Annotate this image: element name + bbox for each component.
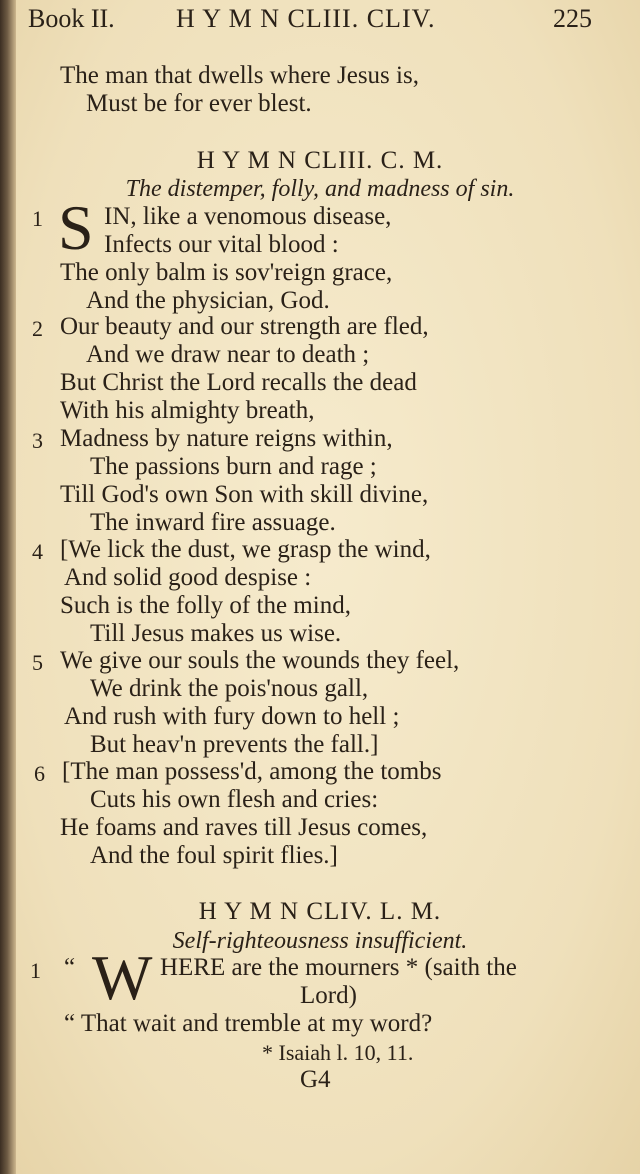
stanza-number: 5 <box>32 650 43 675</box>
verse-line: The passions burn and rage ; <box>90 453 377 480</box>
open-quote: “ <box>64 954 76 981</box>
verse-line: And the foul spirit flies.] <box>90 842 338 869</box>
stanza-number: 4 <box>32 539 43 564</box>
verse-line: He foams and raves till Jesus comes, <box>60 814 428 841</box>
stanza-number: 2 <box>32 316 43 341</box>
verse-line: We give our souls the wounds they feel, <box>60 647 460 674</box>
verse-line: The only balm is sov'reign grace, <box>60 259 393 286</box>
stanza-number: 6 <box>34 761 45 786</box>
verse-line: Our beauty and our strength are fled, <box>60 313 429 340</box>
verse-line: Cuts his own flesh and cries: <box>90 786 379 813</box>
verse-line: Till God's own Son with skill divine, <box>60 481 429 508</box>
verse-line: Infects our vital blood : <box>104 231 339 258</box>
stanza-number: 3 <box>32 428 43 453</box>
verse-line: IN, like a venomous disease, <box>104 203 392 230</box>
drop-cap: W <box>92 942 153 1013</box>
page-number: 225 <box>553 4 592 33</box>
verse-line: Lord) <box>300 982 357 1009</box>
hymn-153-title: H Y M N CLIII. C. M. <box>196 147 444 174</box>
verse-line: And solid good despise : <box>64 564 312 591</box>
signature-mark: G4 <box>300 1066 331 1093</box>
prev-stanza-line: The man that dwells where Jesus is, <box>60 62 419 89</box>
verse-line: [The man possess'd, among the tombs <box>62 758 442 785</box>
footnote: * Isaiah l. 10, 11. <box>262 1040 414 1065</box>
verse-line: “ That wait and tremble at my word? <box>64 1010 433 1037</box>
hymn-154-title: H Y M N CLIV. L. M. <box>198 898 442 925</box>
verse-line: [We lick the dust, we grasp the wind, <box>60 536 431 563</box>
drop-cap: S <box>58 192 94 263</box>
verse-line: And rush with fury down to hell ; <box>64 703 400 730</box>
verse-line: HERE are the mourners * (saith the <box>160 954 517 981</box>
stanza-number: 1 <box>30 958 41 983</box>
verse-line: But heav'n prevents the fall.] <box>90 731 379 758</box>
verse-line: Madness by nature reigns within, <box>60 425 393 452</box>
verse-line: We drink the pois'nous gall, <box>90 675 369 702</box>
verse-line: Till Jesus makes us wise. <box>90 620 342 647</box>
stanza-number: 1 <box>32 206 43 231</box>
hymn-153-subtitle: The distemper, folly, and madness of sin. <box>125 176 515 202</box>
verse-line: With his almighty breath, <box>60 397 315 424</box>
book-label: Book II. <box>28 4 115 33</box>
header-hymn-numbers: H Y M N CLIII. CLIV. <box>176 4 436 33</box>
running-header <box>28 2 592 36</box>
hymn-154-subtitle: Self-righteousness insufficient. <box>172 928 468 954</box>
verse-line: Such is the folly of the mind, <box>60 592 351 619</box>
verse-line: And we draw near to death ; <box>86 341 370 368</box>
verse-line: And the physician, God. <box>86 287 330 314</box>
verse-line: The inward fire assuage. <box>90 509 336 536</box>
verse-line: But Christ the Lord recalls the dead <box>60 369 417 396</box>
prev-stanza-line: Must be for ever blest. <box>86 90 312 117</box>
